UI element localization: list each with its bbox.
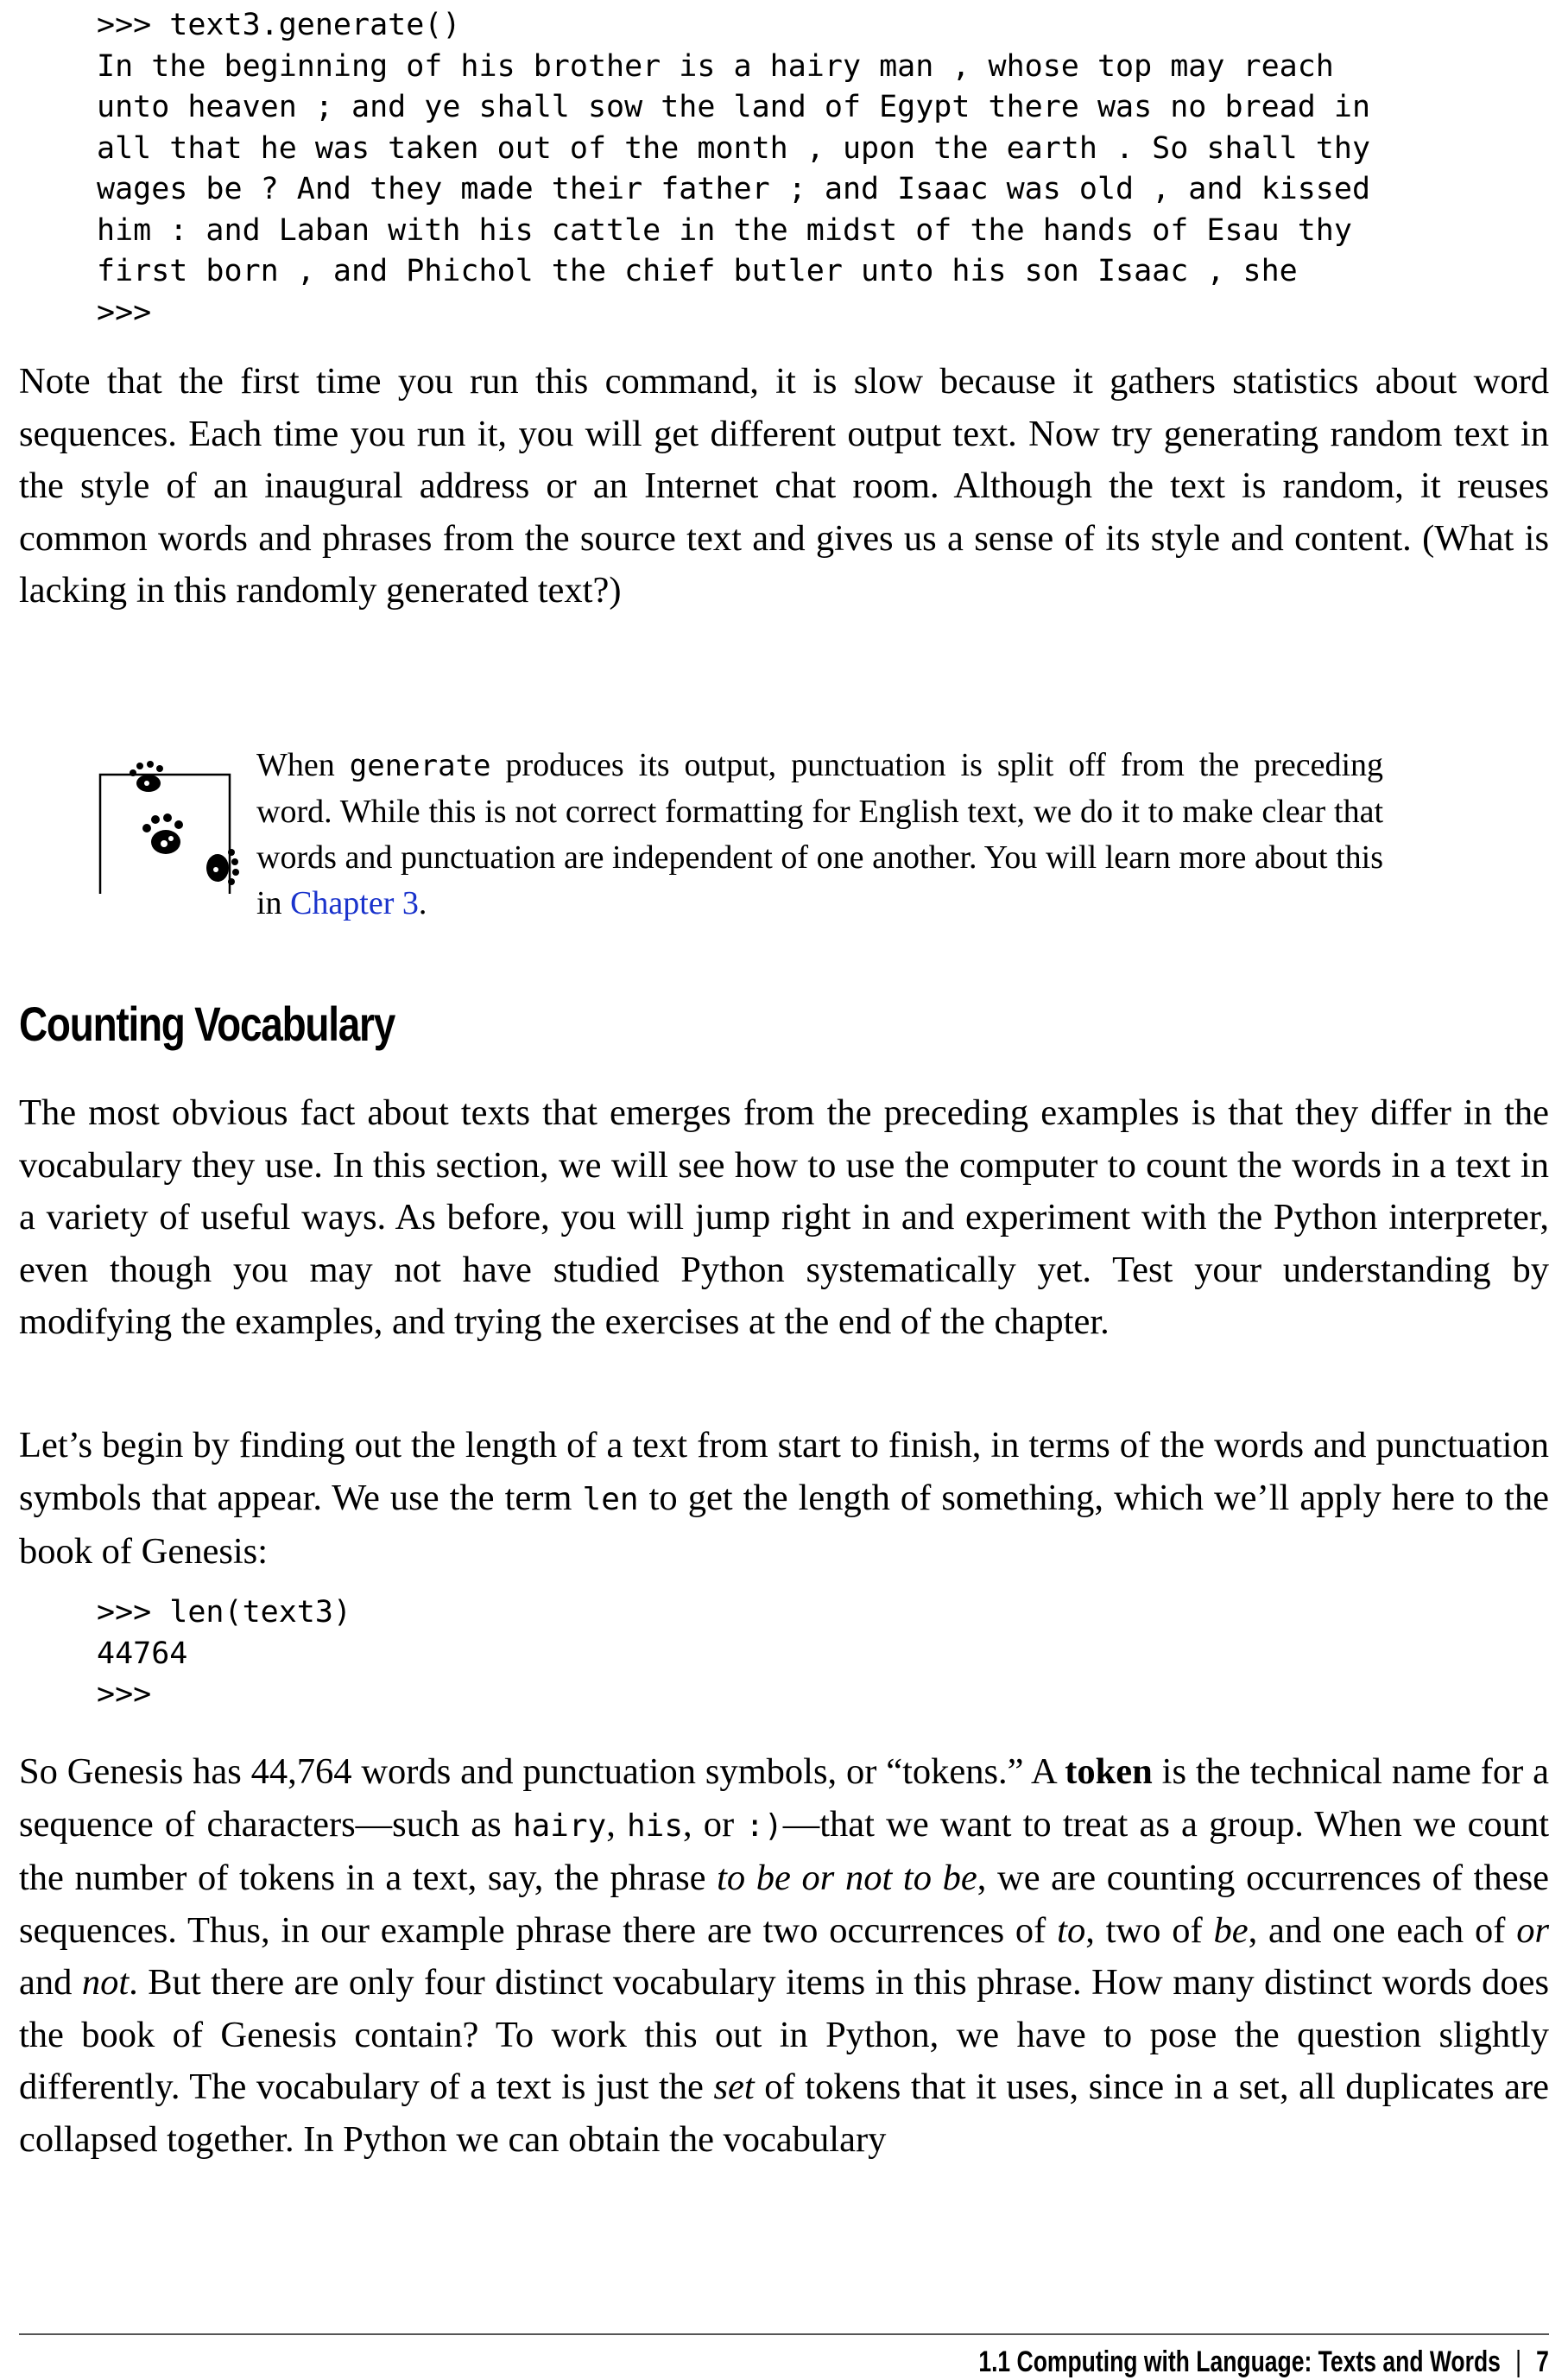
code-line: him : and Laban with his cattle in the midst of the hands of Esau thy [97, 212, 1352, 248]
paragraph-len-intro: Let’s begin by finding out the length of a text from start to finish, in terms of the words and punctuation symbols that appear. We use the term len to get the length of something, which we’ll apply here to the book of Genesis: [19, 1425, 1550, 1572]
italic-phrase: to be or not to be [717, 1858, 977, 1898]
inline-code-len: len [582, 1481, 639, 1517]
code-line: >>> text3.generate() [97, 8, 461, 42]
code-line: wages be ? And they made their father ; and Isaac was old , and kissed [97, 172, 1371, 206]
chapter-3-link[interactable]: Chapter 3 [290, 885, 419, 921]
page-footer [978, 2345, 1549, 2379]
code-line: 44764 [97, 1636, 188, 1671]
footer-separator: | [1515, 2345, 1522, 2378]
inline-code-generate: generate [349, 749, 491, 783]
code-line: all that he was taken out of the month , upon the earth . So shall thy [97, 130, 1371, 166]
code-line: unto heaven ; and ye shall sow the land of Egypt there was no bread in [97, 90, 1371, 124]
code-block-len [19, 1592, 351, 1716]
tip-note-text: When generate produces its output, punctuation is split off from the preceding word. While this is not correct formatting for English text, we do it to make clear that words and punctuation are independent of one another. You will learn more about this in Chapter 3. [256, 747, 1384, 921]
code-line: >>> [97, 294, 152, 330]
footer-divider [19, 2333, 1549, 2335]
code-line: >>> [97, 1677, 152, 1712]
bold-term-token: token [1065, 1751, 1153, 1792]
paragraph-generate-note: Note that the first time you run this command, it is slow because it gathers statistics about word sequences. Each time you run it, you will get different output text. Now try generating random text in the style of an inaugural address or an Internet chat room. Although the text is random, it reuses common words and phrases from the source text and gives us a sense of its style and content. (What is lacking in this randomly generated text?) [19, 361, 1549, 611]
code-line: In the beginning of his brother is a hairy man , whose top may reach [97, 48, 1334, 84]
inline-code-his: his [626, 1807, 684, 1844]
footer-section-title: 1.1 Computing with Language: Texts and Words [978, 2345, 1502, 2378]
code-line: >>> len(text3) [97, 1595, 352, 1630]
paragraph-vocabulary-intro: The most obvious fact about texts that emerges from the preceding examples is that they differ in the vocabulary they use. In this section, we will see how to use the computer to count the words in a text in a variety of useful ways. As before, you will jump right in and experiment with the Python interpreter, even though you may not have studied Python systematically yet. Test your understanding by modifying the examples, and trying the exercises at the end of the chapter. [19, 1092, 1549, 1342]
code-block-generate [19, 5, 1370, 333]
inline-code-smiley: :) [745, 1807, 783, 1844]
footprints-tip-icon [79, 721, 252, 894]
page-number: 7 [1536, 2345, 1549, 2378]
paragraph-tokens: So Genesis has 44,764 words and punctuation symbols, or “tokens.” A token is the technical name for a sequence of characters—such as hairy, his, or :)—that we want to treat as a group. When we count the number of tokens in a text, say, the phrase to be or not to be, we are counting occurrences of these sequences. Thus, in our example phrase there are two occurrences of to, two of be, and one each of or and not. But there are only four distinct vocabulary items in this phrase. How many distinct words does the book of Genesis contain? To work this out in Python, we have to pose the question slightly differently. The vocabulary of a text is just the set of tokens that it uses, since in a set, all duplicates are collapsed together. In Python we can obtain the vocabulary [19, 1751, 1550, 2160]
code-line: first born , and Phichol the chief butler unto his son Isaac , she [97, 254, 1298, 288]
inline-code-hairy: hairy [512, 1807, 607, 1844]
section-heading: Counting Vocabulary [19, 997, 395, 1051]
